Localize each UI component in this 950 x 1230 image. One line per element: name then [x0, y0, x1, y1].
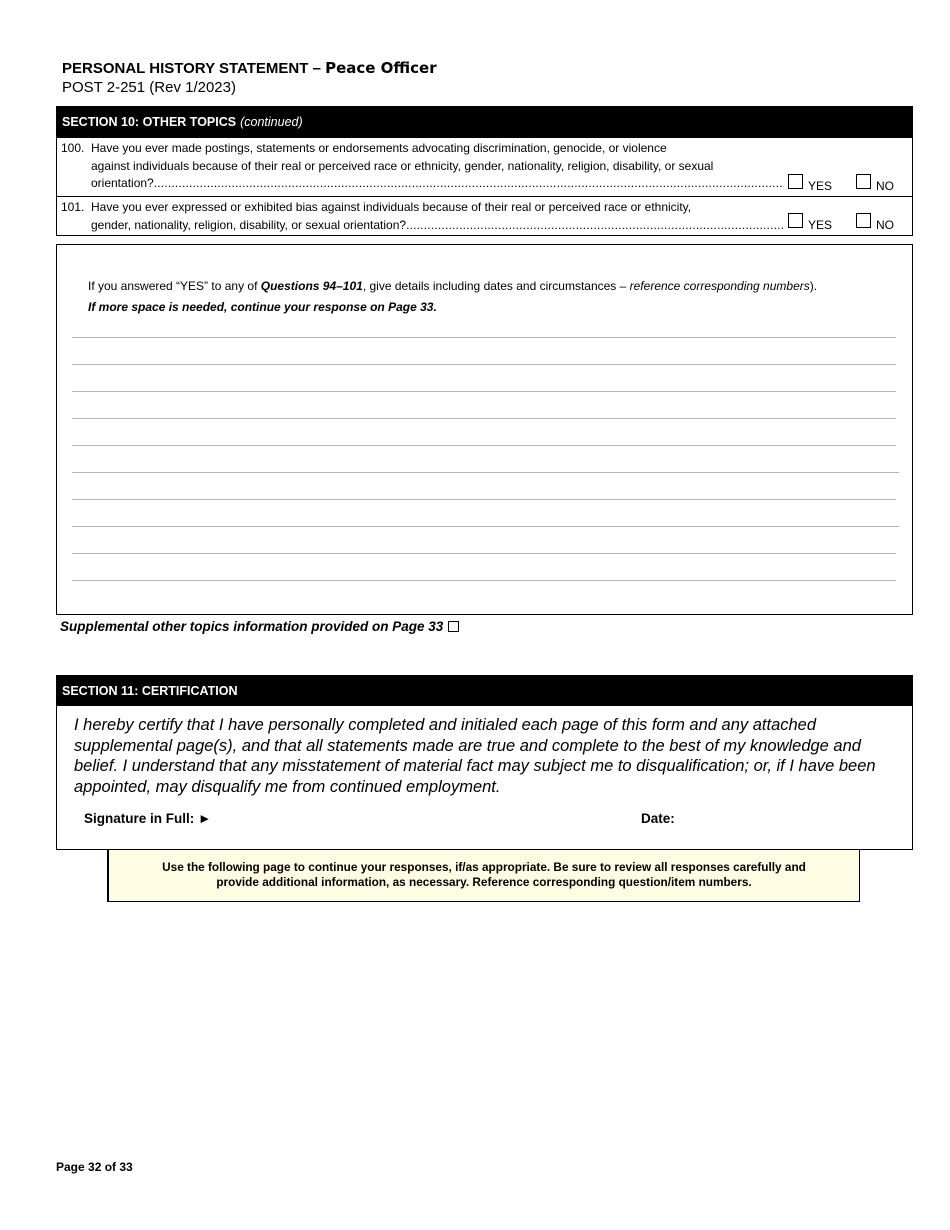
question-number: 100.: [61, 141, 85, 155]
q101-no-checkbox[interactable]: [856, 213, 871, 228]
page-number: Page 32 of 33: [56, 1160, 133, 1174]
response-line[interactable]: [72, 337, 896, 338]
form-header: [62, 59, 437, 97]
q100-no-checkbox[interactable]: [856, 174, 871, 189]
yes-label: YES: [808, 179, 833, 193]
form-title: [62, 59, 437, 78]
question-line: against individuals because of their real or perceived race or ethnicity, gender, nationality, religion, disability, or sexual: [91, 158, 714, 173]
question-line-text: orientation?: [91, 176, 154, 190]
section10-title: SECTION 10: OTHER TOPICS: [62, 114, 237, 129]
yes-no-group: [786, 174, 912, 194]
q100-yes-checkbox[interactable]: [788, 174, 803, 189]
instr-questions: Questions 94–101: [260, 279, 363, 293]
question-line: [91, 217, 784, 235]
note-line: provide additional information, as necessary. Reference corresponding question/item numbers.: [216, 875, 752, 889]
form-number: POST 2-251 (Rev 1/2023): [62, 79, 236, 96]
section10-continued: (continued): [240, 114, 303, 129]
no-label: NO: [876, 179, 894, 193]
response-line[interactable]: [72, 472, 899, 473]
response-line[interactable]: [72, 580, 896, 581]
question-line: [91, 175, 784, 193]
question-line: Have you ever made postings, statements or endorsements advocating discrimination, genocide, or violence: [91, 141, 667, 155]
question-line-text: gender, nationality, religion, disability, or sexual orientation?: [91, 217, 407, 232]
date-field[interactable]: Date:: [641, 811, 675, 826]
more-space-note: If more space is needed, continue your response on Page 33.: [88, 300, 437, 314]
instr-text: If you answered “YES” to any of: [88, 279, 261, 293]
note-line: Use the following page to continue your responses, if/as appropriate. Be sure to review all responses carefully and: [162, 860, 806, 874]
form-title-main: PERSONAL HISTORY STATEMENT –: [62, 60, 326, 77]
section11-title: SECTION 11: CERTIFICATION: [62, 683, 238, 698]
continuation-note: [107, 850, 860, 902]
leader-dots: [154, 175, 784, 193]
response-line[interactable]: [72, 553, 896, 554]
details-instructions: [88, 276, 817, 318]
yes-no-group: [786, 213, 912, 233]
supplemental-note: [60, 619, 459, 634]
instr-text: , give details including dates and circumstances –: [362, 279, 630, 293]
supplemental-checkbox[interactable]: [448, 621, 459, 632]
response-line[interactable]: [72, 499, 896, 500]
question-text: [91, 199, 784, 234]
supplemental-text: Supplemental other topics information provided on Page 33: [60, 619, 444, 634]
response-line[interactable]: [72, 418, 896, 419]
section11-header: [56, 675, 913, 706]
certification-text: I hereby certify that I have personally completed and initialed each page of this form and any attached supplemental page(s), and that all statements made are true and complete to the best of my knowledge and belief. I understand that any misstatement of material fact may subject me to disqualification; or, if I have been appointed, may disqualify me from continued employment.: [74, 716, 876, 796]
question-number: 101.: [61, 200, 85, 214]
signature-field[interactable]: Signature in Full: ►: [84, 811, 212, 826]
response-line[interactable]: [72, 364, 896, 365]
question-row-101: [57, 196, 912, 235]
yes-label: YES: [808, 218, 833, 232]
instr-text: ).: [809, 279, 818, 293]
response-line[interactable]: [72, 445, 896, 446]
details-response-box: [56, 244, 913, 615]
questions-table: [56, 137, 913, 236]
instr-reference: reference corresponding numbers: [629, 279, 810, 293]
q101-yes-checkbox[interactable]: [788, 213, 803, 228]
response-line[interactable]: [72, 391, 896, 392]
question-line: Have you ever expressed or exhibited bias against individuals because of their real or perceived race or ethnicity,: [91, 200, 692, 214]
question-text: [91, 140, 784, 193]
certification-box: [56, 706, 913, 850]
question-row-100: [57, 138, 912, 196]
section10-header: [56, 106, 913, 137]
form-title-emphasis: Peace Officer: [325, 59, 437, 77]
no-label: NO: [876, 218, 894, 232]
response-line[interactable]: [72, 526, 899, 527]
leader-dots: [406, 217, 784, 235]
